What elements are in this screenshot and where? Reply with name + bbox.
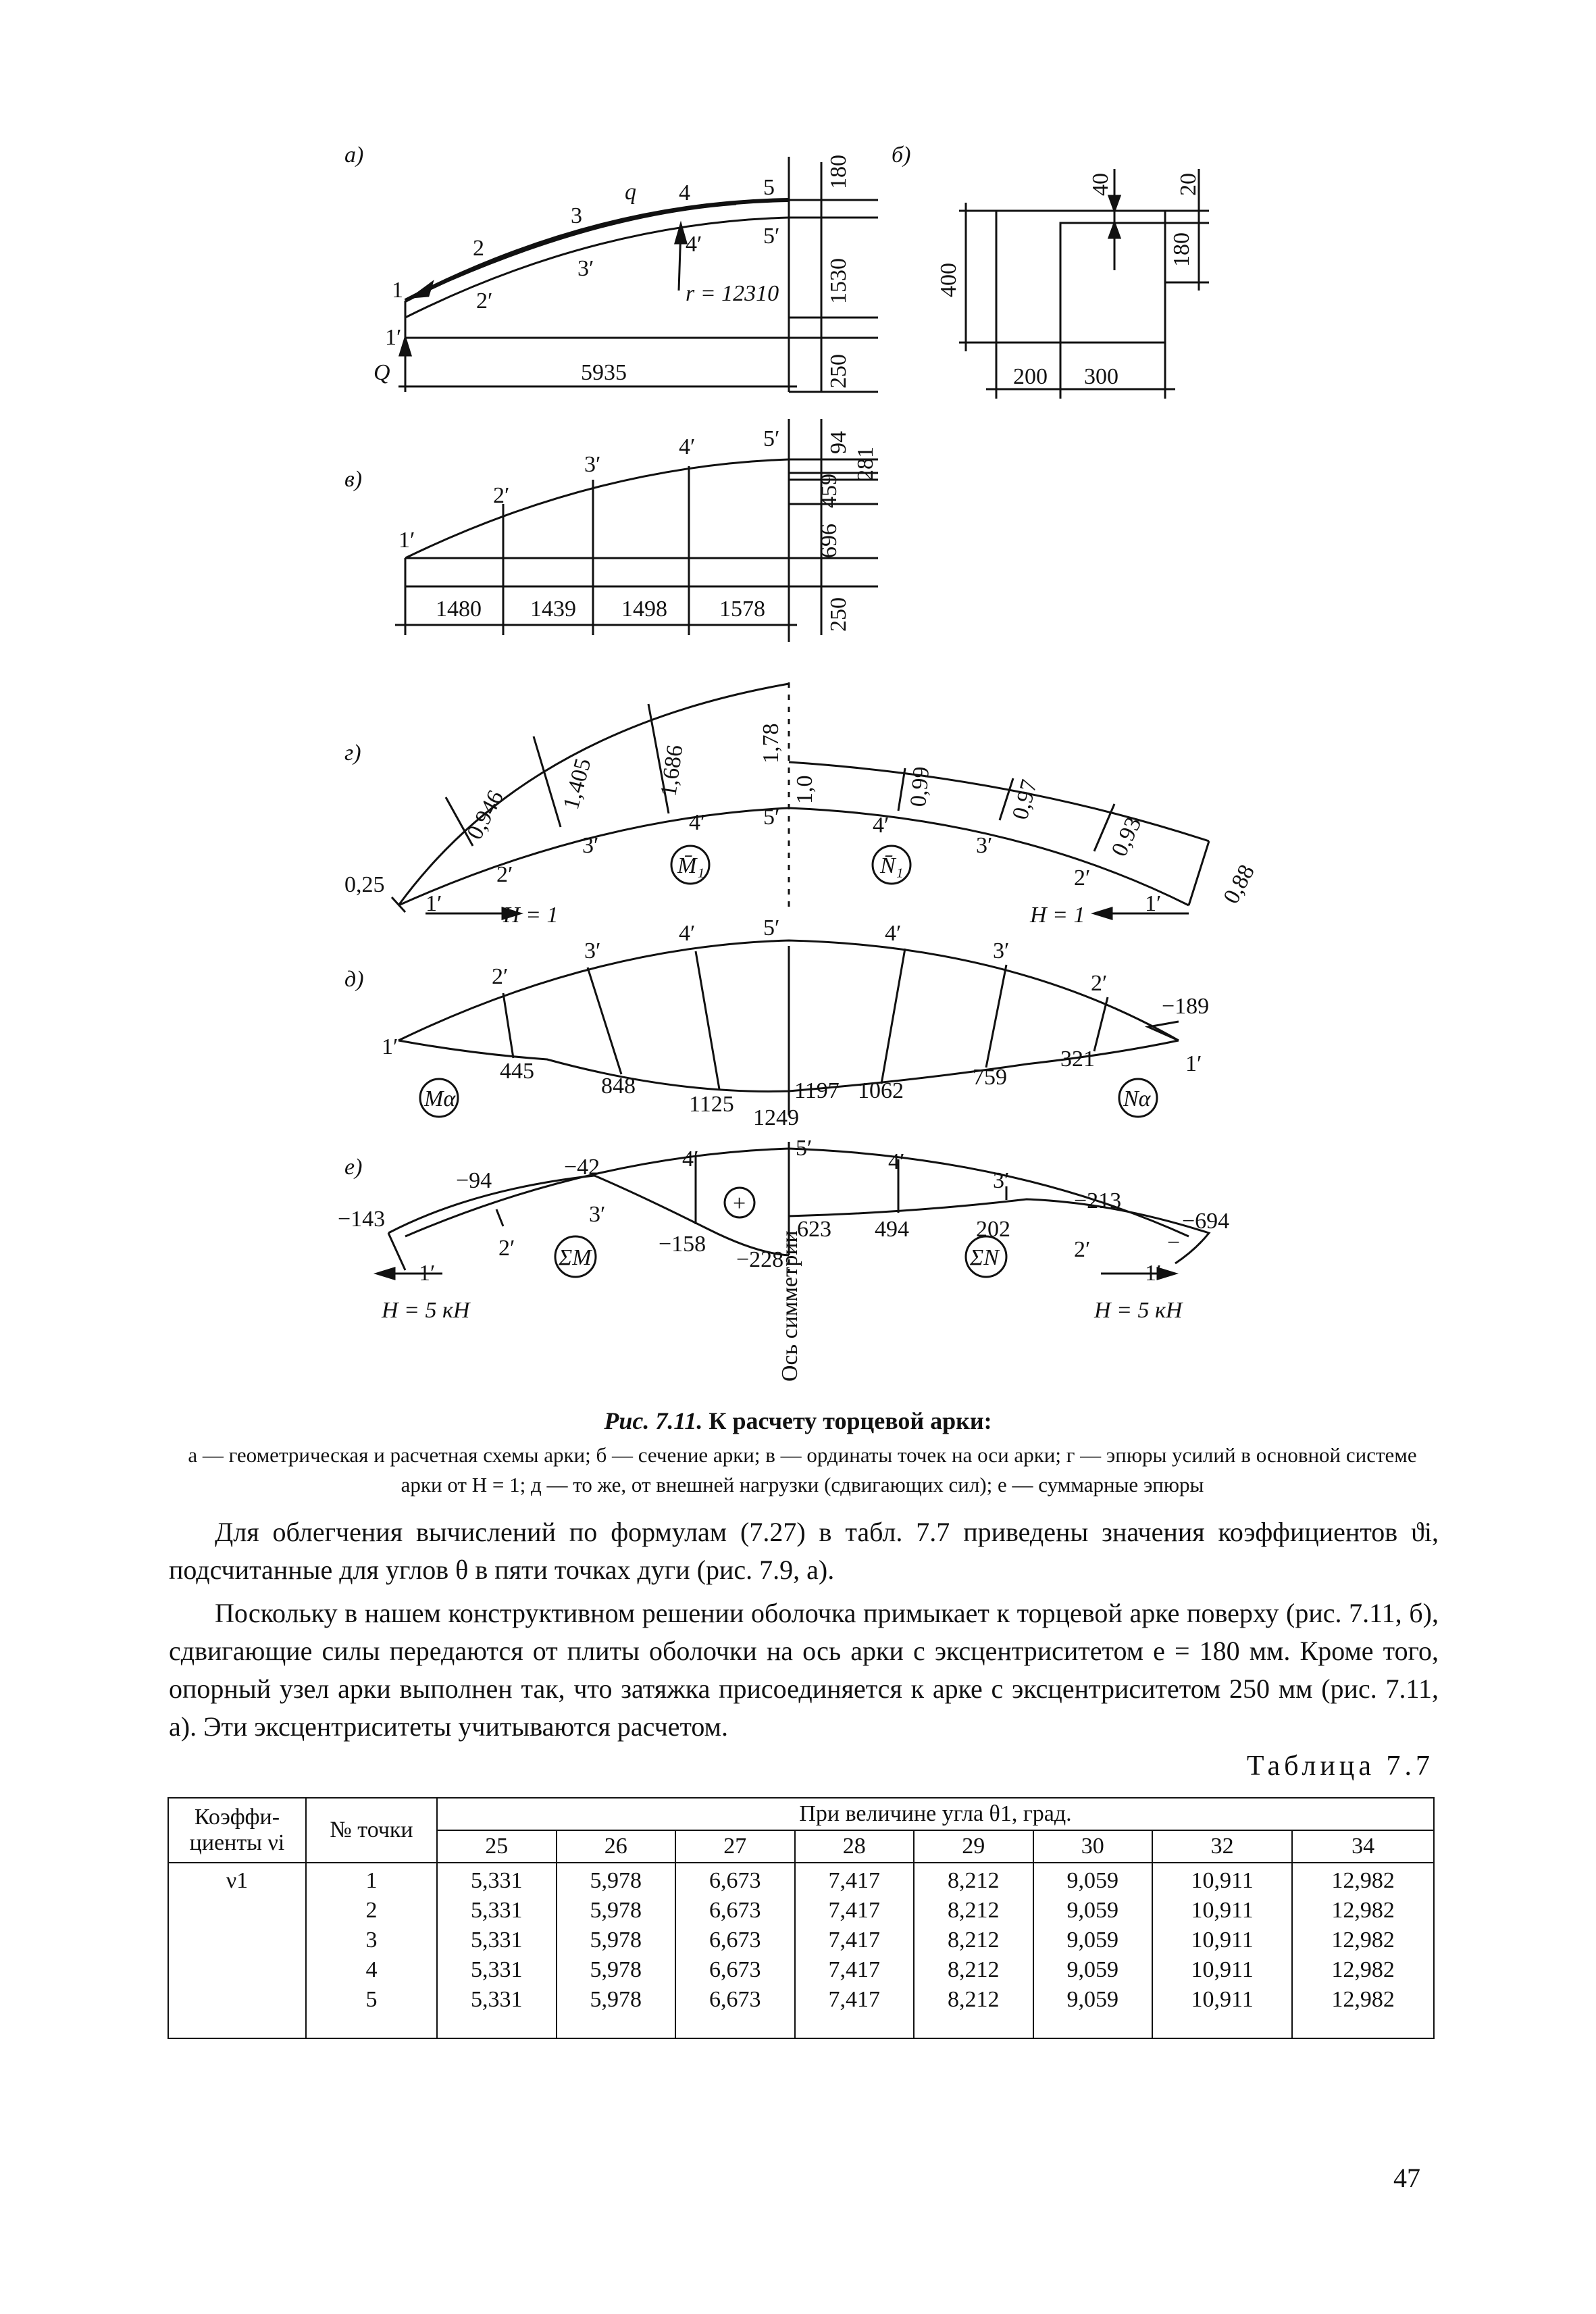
v-pt-3p: 3′ <box>584 452 601 477</box>
table-cell: 5,978 <box>590 1987 642 2012</box>
table-cell: 9,059 <box>1066 1957 1118 1982</box>
v-pt-2p: 2′ <box>493 483 510 508</box>
pt-4p: 4′ <box>686 232 702 257</box>
d-rp-4: 4′ <box>885 921 902 946</box>
g-right-4: 0,88 <box>1218 860 1260 908</box>
panel-a-label: а) <box>344 143 364 168</box>
d-lp-2: 2′ <box>492 964 509 989</box>
coef-name: ν1 <box>168 1863 306 2038</box>
g-rp-1: 1′ <box>1145 891 1162 916</box>
table-cell: 12,982 <box>1331 1868 1395 1893</box>
table-cell: 5,331 <box>471 1898 523 1923</box>
value-col-28 <box>795 1863 915 2038</box>
g-m-symbol: M̄₁ <box>677 853 705 878</box>
table-cell: 7,417 <box>828 1987 880 2012</box>
paragraph-2 <box>169 1594 1439 1746</box>
v-span-2: 1439 <box>530 597 576 622</box>
table-title: Таблица 7.7 <box>1246 1751 1434 1782</box>
table-cell: 7,417 <box>828 1957 880 1982</box>
e-m-228: −228 <box>736 1247 784 1272</box>
g-rp-4: 4′ <box>873 813 890 838</box>
panel-g-label: г) <box>344 740 361 765</box>
e-n-623: 623 <box>797 1217 831 1242</box>
e-lp-1: 1′ <box>419 1261 436 1286</box>
table-cell: 7,417 <box>828 1868 880 1893</box>
table-cell: 5,331 <box>471 1928 523 1953</box>
value-col-27 <box>675 1863 795 2038</box>
table-cell: 8,212 <box>948 1957 1000 1982</box>
table-cell: 12,982 <box>1331 1928 1395 1953</box>
e-h-right: H = 5 кН <box>1094 1298 1183 1323</box>
d-lp-1: 1′ <box>382 1034 398 1059</box>
d-m-848: 848 <box>601 1074 636 1099</box>
v-pt-1p: 1′ <box>398 528 415 553</box>
d-m-1249: 1249 <box>753 1105 799 1130</box>
v-span-1: 1480 <box>436 597 482 622</box>
g-n-symbol: N̄₁ <box>880 853 904 878</box>
pt-5: 5 <box>763 175 775 200</box>
e-m-143: −143 <box>338 1207 386 1232</box>
e-m-158: −158 <box>659 1232 706 1257</box>
e-rp-2: 2′ <box>1074 1237 1091 1262</box>
dim-a-180: 180 <box>826 155 851 189</box>
d-m-symbol: Mα <box>424 1086 456 1111</box>
v-pt-4p: 4′ <box>679 434 696 459</box>
table-cell: 9,059 <box>1066 1898 1118 1923</box>
v-pt-5p: 5′ <box>763 426 780 451</box>
angle-col: 32 <box>1152 1830 1292 1863</box>
g-lp-5: 5′ <box>763 805 780 830</box>
v-span-4: 1578 <box>719 597 765 622</box>
paragraph-1 <box>169 1513 1439 1589</box>
v-dim-281: 281 <box>853 447 878 481</box>
radius: r = 12310 <box>686 281 779 306</box>
e-n-symbol: ΣN <box>970 1245 999 1270</box>
d-n-1062: 1062 <box>858 1078 904 1103</box>
g-left-2: 1,405 <box>558 755 596 813</box>
table-cell: 9,059 <box>1066 1928 1118 1953</box>
g-rp-3: 3′ <box>976 833 993 858</box>
e-h-left: H = 5 кН <box>382 1298 470 1323</box>
dim-b-200: 200 <box>1013 364 1048 389</box>
angle-col: 27 <box>675 1830 795 1863</box>
table-cell: 9,059 <box>1066 1868 1118 1893</box>
table-cell: 10,911 <box>1191 1957 1254 1982</box>
g-right-1: 0,99 <box>906 765 935 808</box>
value-col-29 <box>914 1863 1033 2038</box>
e-lp-4: 4′ <box>682 1147 699 1172</box>
value-col-30 <box>1033 1863 1153 2038</box>
g-right-3: 0,93 <box>1106 813 1147 861</box>
e-lp-2: 2′ <box>498 1236 515 1261</box>
value-col-32 <box>1152 1863 1292 2038</box>
g-left-0: 0,25 <box>344 872 385 897</box>
v-dim-459: 459 <box>817 474 842 508</box>
angle-col: 34 <box>1292 1830 1434 1863</box>
pt-2p: 2′ <box>476 288 493 313</box>
table-cell: 5,978 <box>590 1957 642 1982</box>
figure-legend: а — геометрическая и расчетная схемы арки; б — сечение арки; в — ординаты точек на оси арки; г — эпюры усилий в основной системе арки от H = 1; д — то же, от внешней нагрузки (сдвигающих сил); е — суммарные эпюры <box>188 1443 1417 1496</box>
g-lp-3: 3′ <box>582 833 599 858</box>
panel-v-label: в) <box>344 467 363 492</box>
force-Q: Q <box>374 360 390 385</box>
v-dim-250: 250 <box>826 597 851 632</box>
e-lp-5: 5′ <box>796 1136 813 1161</box>
angle-col: 25 <box>437 1830 557 1863</box>
panel-d-label: д) <box>344 967 364 992</box>
panel-d <box>398 940 1179 1117</box>
value-col-25 <box>437 1863 557 2038</box>
pt-2: 2 <box>473 236 484 261</box>
v-span-3: 1498 <box>621 597 667 622</box>
table-cell: 3 <box>365 1928 378 1953</box>
pt-3p: 3′ <box>577 256 594 281</box>
dim-a-1530: 1530 <box>826 258 851 304</box>
table-cell: 7,417 <box>828 1928 880 1953</box>
table-cell: 5 <box>365 1987 378 2012</box>
pt-1: 1 <box>392 278 403 303</box>
table-cell: 5,331 <box>471 1868 523 1893</box>
d-n-759: 759 <box>973 1065 1007 1090</box>
d-rp-3: 3′ <box>993 938 1010 963</box>
dim-b-40: 40 <box>1088 173 1113 196</box>
d-n-1197: 1197 <box>794 1078 840 1103</box>
table-cell: 8,212 <box>948 1868 1000 1893</box>
value-col-26 <box>557 1863 676 2038</box>
e-n-494: 494 <box>875 1217 909 1242</box>
load-q: q <box>625 180 636 205</box>
table-cell: 5,978 <box>590 1898 642 1923</box>
dim-a-250: 250 <box>826 354 851 388</box>
page-number: 47 <box>1393 2163 1420 2193</box>
v-dim-696: 696 <box>817 524 842 558</box>
g-h-left: H = 1 <box>503 903 559 928</box>
table-cell: 6,673 <box>709 1868 761 1893</box>
e-m-symbol: ΣM <box>559 1245 592 1270</box>
value-col-34 <box>1292 1863 1434 2038</box>
g-lp-1: 1′ <box>426 891 442 916</box>
header-angle: При величине угла θ1, град. <box>437 1798 1434 1830</box>
dim-b-180: 180 <box>1169 232 1194 267</box>
table-header-row-1 <box>168 1798 1434 1830</box>
table-cell: 10,911 <box>1191 1928 1254 1953</box>
figure-title: К расчету торцевой арки: <box>709 1407 992 1434</box>
d-lp-4: 4′ <box>679 921 696 946</box>
table-cell: 10,911 <box>1191 1987 1254 2012</box>
e-rp-3: 3′ <box>993 1168 1010 1193</box>
table-cell: 12,982 <box>1331 1957 1395 1982</box>
table-cell: 8,212 <box>948 1987 1000 2012</box>
d-m-445: 445 <box>500 1059 534 1084</box>
table-cell: 10,911 <box>1191 1898 1254 1923</box>
e-rp-4: 4′ <box>888 1149 905 1174</box>
table-7-7 <box>168 1797 1435 2039</box>
d-lp-3: 3′ <box>584 938 601 963</box>
span-a: 5935 <box>581 360 627 385</box>
angle-col: 29 <box>914 1830 1033 1863</box>
table-cell: 9,059 <box>1066 1987 1118 2012</box>
g-right-2: 0,97 <box>1007 777 1043 823</box>
d-lp-5: 5′ <box>763 915 780 940</box>
table-cell: 5,331 <box>471 1987 523 2012</box>
e-m-94: −94 <box>456 1168 492 1193</box>
paragraph-2-text: Поскольку в нашем конструктивном решении оболочка примыкает к торцевой арке поверху (рис. 7.11, б), сдвигающие силы передаются от плиты оболочки на ось арки с эксцентриситетом e = 180 мм. Кроме того, опорный узел арки выполнен так, что затяжка присоединяется к арке с эксцентриситетом 250 мм (рис. 7.11, а). Эти эксцентриситеты учитываются расчетом. <box>169 1598 1439 1742</box>
pt-1p: 1′ <box>385 325 402 350</box>
dim-b-400: 400 <box>936 263 961 297</box>
e-m-42: −42 <box>564 1155 600 1180</box>
figure-number: Рис. 7.11. <box>604 1407 703 1434</box>
table-cell: 5,978 <box>590 1868 642 1893</box>
table-cell: 5,331 <box>471 1957 523 1982</box>
table-cell: 8,212 <box>948 1898 1000 1923</box>
e-n-213: −213 <box>1074 1188 1122 1213</box>
table-cell: 10,911 <box>1191 1868 1254 1893</box>
table-cell: 7,417 <box>828 1898 880 1923</box>
e-n-202: 202 <box>976 1217 1010 1242</box>
figure-caption-title <box>0 1407 1596 1435</box>
table-cell: 8,212 <box>948 1928 1000 1953</box>
d-rp-2: 2′ <box>1091 971 1108 996</box>
g-left-1: 0,946 <box>462 786 509 844</box>
table-cell: 6,673 <box>709 1928 761 1953</box>
v-dim-94: 94 <box>826 431 851 454</box>
pt-3: 3 <box>571 203 582 228</box>
e-n-694: −694 <box>1182 1209 1230 1234</box>
g-left-3: 1,686 <box>656 743 688 799</box>
e-minus: − <box>1167 1230 1181 1255</box>
table-cell: 12,982 <box>1331 1898 1395 1923</box>
g-rp-2: 2′ <box>1074 865 1091 890</box>
angle-col: 30 <box>1033 1830 1153 1863</box>
header-coef: Коэффи-циенты νi <box>168 1798 306 1863</box>
panel-a <box>398 157 878 392</box>
dim-b-300: 300 <box>1084 364 1118 389</box>
d-rp-1: 1′ <box>1185 1051 1202 1076</box>
g-lp-4: 4′ <box>689 810 706 835</box>
panel-e-label: е) <box>344 1155 363 1180</box>
header-point: № точки <box>306 1798 437 1863</box>
table-cell: 12,982 <box>1331 1987 1395 2012</box>
panel-b-label: б) <box>892 143 911 168</box>
pt-4: 4 <box>679 180 690 205</box>
g-h-right: H = 1 <box>1030 903 1085 928</box>
table-cell: 6,673 <box>709 1957 761 1982</box>
e-axis-label: Ось симметрии <box>777 1230 802 1382</box>
table-cell: 2 <box>365 1898 378 1923</box>
table-cell: 4 <box>365 1957 378 1982</box>
table-cell: 5,978 <box>590 1928 642 1953</box>
pt-5p: 5′ <box>763 224 780 249</box>
paragraph-1-text: Для облегчения вычислений по формулам (7.27) в табл. 7.7 приведены значения коэффициентов ϑi, подсчитанные для углов θ в пяти точках дуги (рис. 7.9, а). <box>169 1517 1439 1585</box>
e-lp-3: 3′ <box>589 1202 606 1227</box>
table-cell: 1 <box>365 1868 378 1893</box>
g-lp-2: 2′ <box>496 862 513 887</box>
point-col <box>306 1863 437 2038</box>
e-rp-1: 1′ <box>1145 1261 1162 1286</box>
e-plus: + <box>733 1191 746 1216</box>
d-n-symbol: Nα <box>1123 1086 1151 1111</box>
d-n-321: 321 <box>1060 1047 1095 1072</box>
g-left-4: 1,78 <box>758 723 783 763</box>
g-right-0: 1,0 <box>792 775 817 804</box>
table-body <box>168 1863 1434 2038</box>
dim-b-20: 20 <box>1176 173 1201 196</box>
d-n-189: −189 <box>1162 994 1210 1019</box>
angle-col: 26 <box>557 1830 676 1863</box>
d-m-1125: 1125 <box>689 1092 734 1117</box>
table-cell: 6,673 <box>709 1987 761 2012</box>
table-cell: 6,673 <box>709 1898 761 1923</box>
angle-col: 28 <box>795 1830 915 1863</box>
